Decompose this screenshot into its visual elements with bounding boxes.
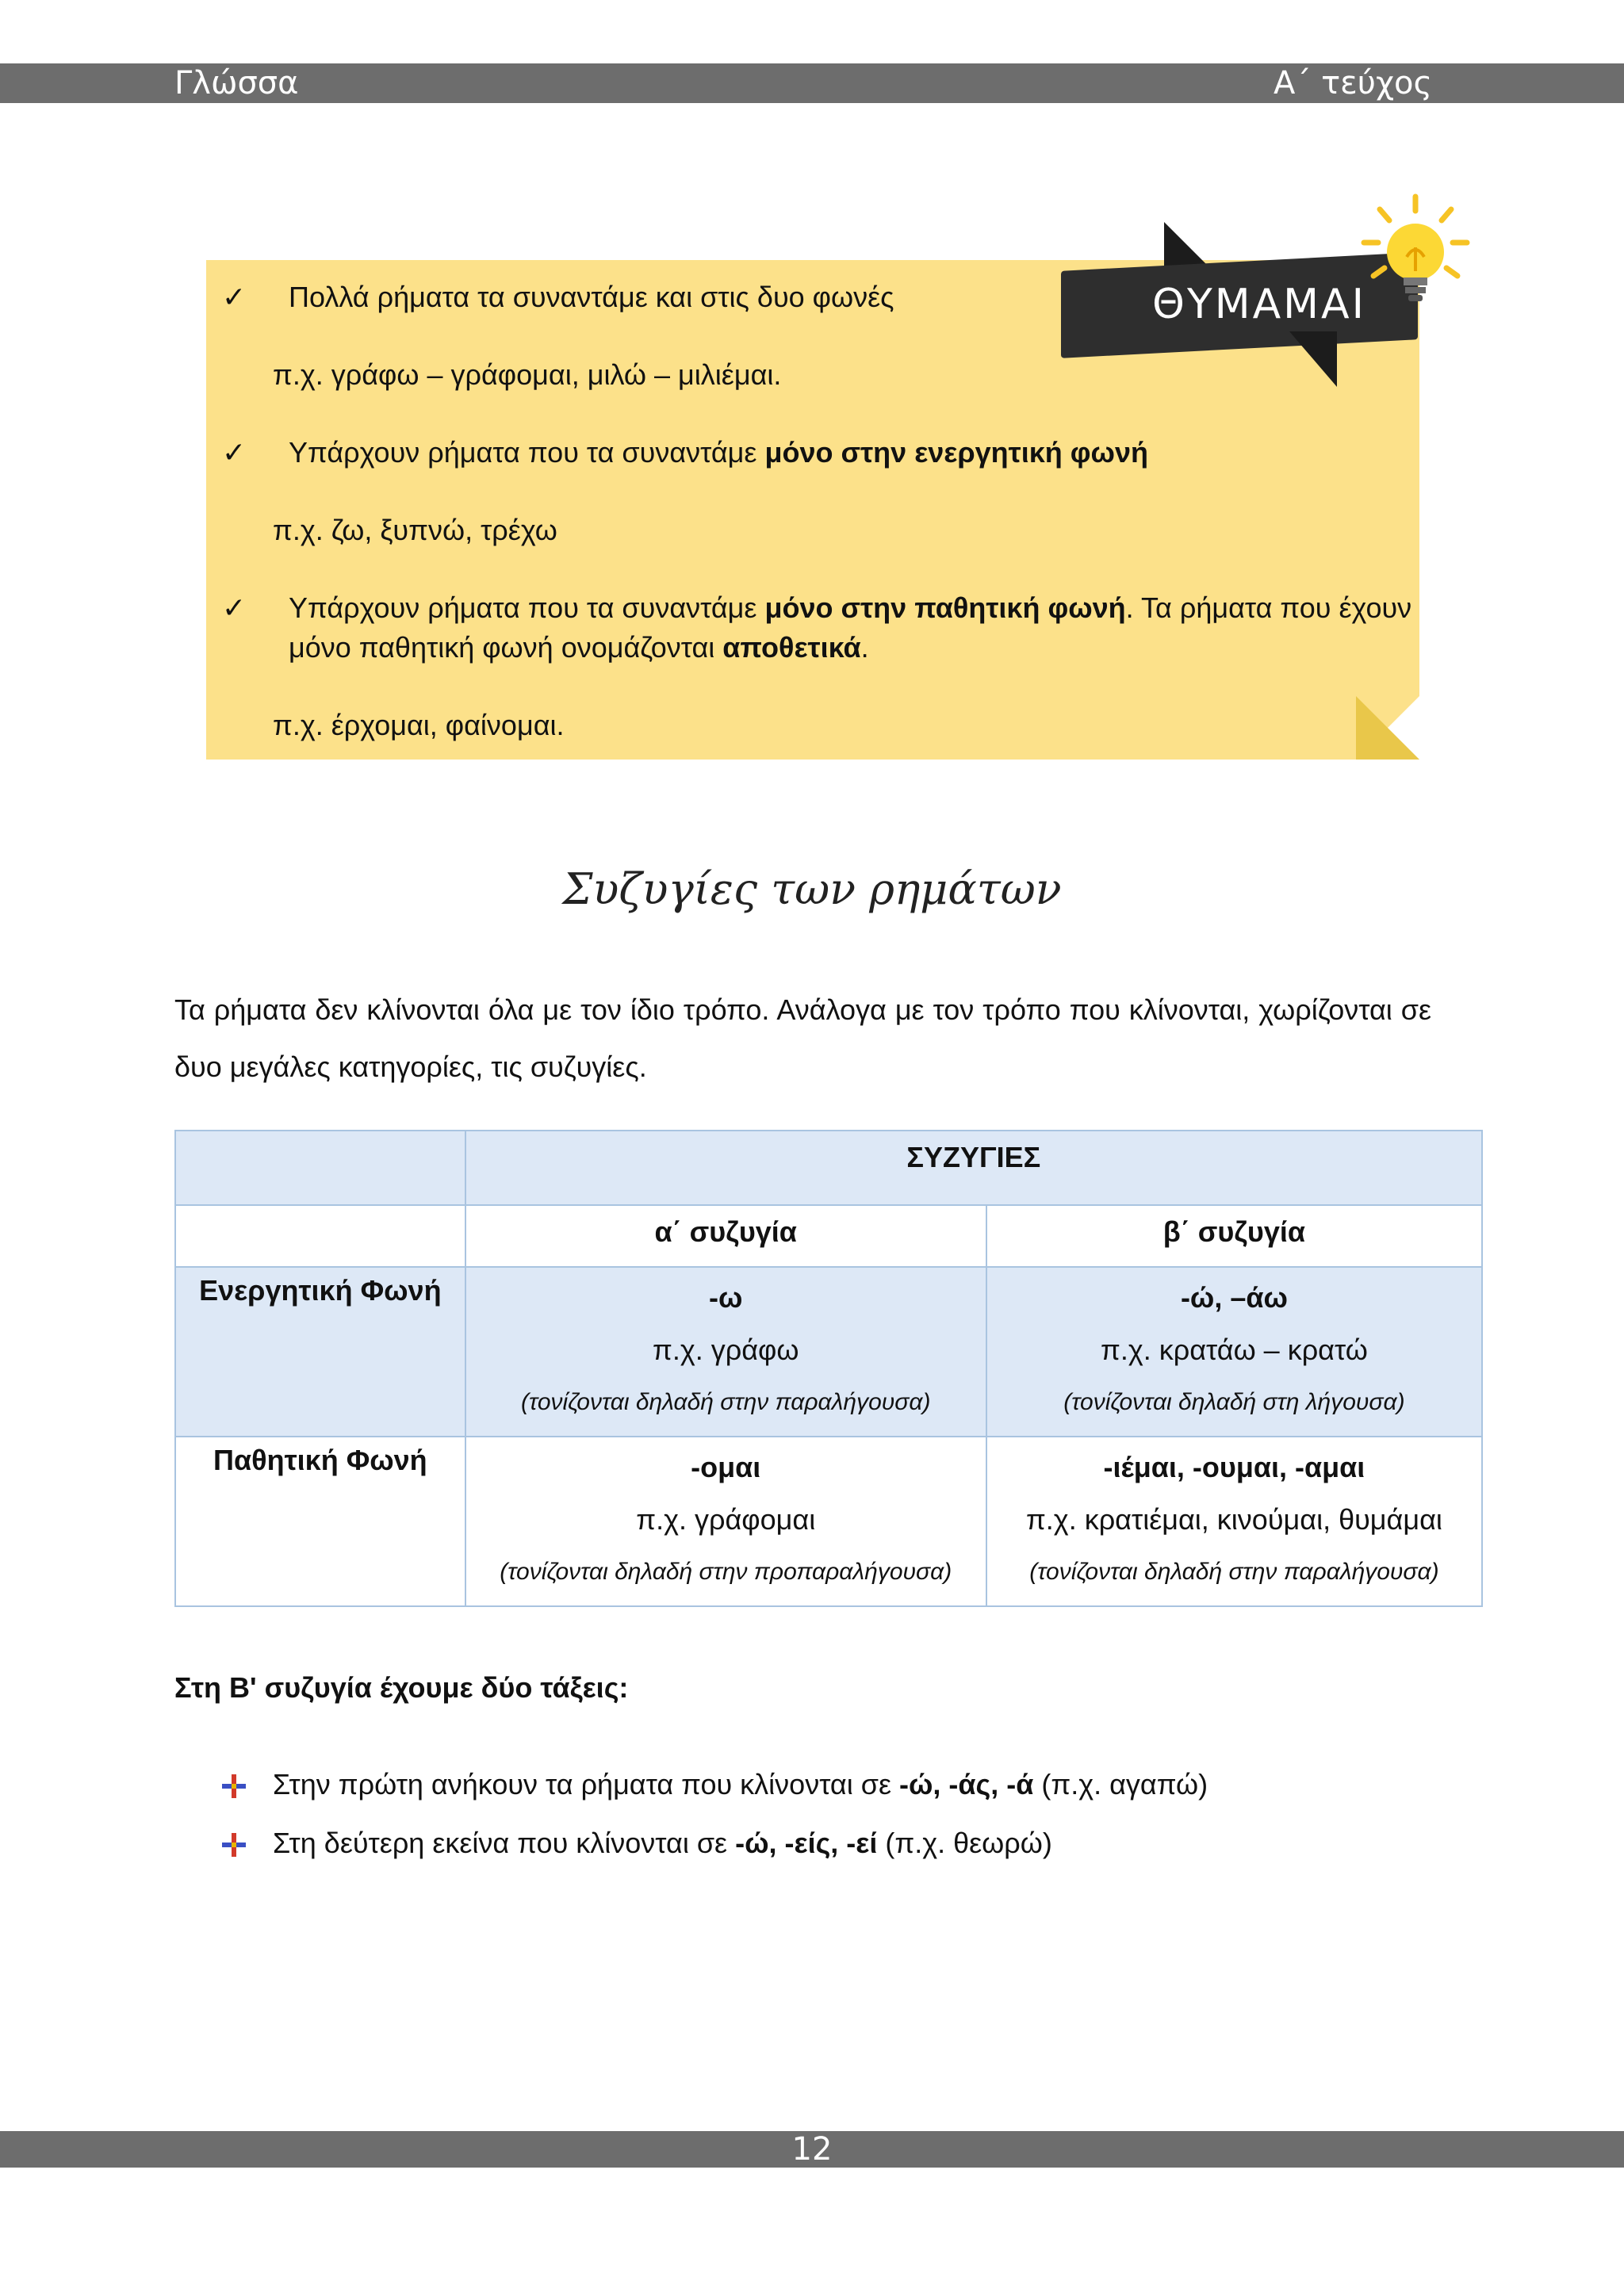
table-row (175, 1267, 1482, 1437)
issue-label: Α΄ τεύχος (1274, 65, 1432, 101)
table-cell: -ώ, –άω π.χ. κρατάω – κρατώ (τονίζονται δηλαδή στη λήγουσα) (986, 1267, 1482, 1437)
table-empty-cell (175, 1205, 465, 1267)
row-label: Παθητική Φωνή (175, 1437, 465, 1606)
table-cell: -ω π.χ. γράφω (τονίζονται δηλαδή στην παραλήγουσα) (465, 1267, 986, 1437)
table-corner (175, 1131, 465, 1205)
column-header: α΄ συζυγία (465, 1205, 986, 1267)
note-item-text: Πολλά ρήματα τα συναντάμε και στις δυο φωνές (289, 281, 894, 313)
bullet-icon (222, 1833, 246, 1857)
lightbulb-icon (1356, 190, 1475, 317)
intro-paragraph: Τα ρήματα δεν κλίνονται όλα με τον ίδιο τρόπο. Ανάλογα με τον τρόπο που κλίνονται, χωρίζονται σε δυο μεγάλες κατηγορίες, τις συζυγίες. (174, 993, 1431, 1083)
conjugations-table (174, 1130, 1483, 1607)
banner-label: ΘΥΜΑΜΑΙ (1152, 281, 1366, 328)
header-bar (0, 63, 1624, 103)
column-header: β΄ συζυγία (986, 1205, 1482, 1267)
note-item-text: Υπάρχουν ρήματα που τα συναντάμε μόνο στην παθητική φωνή. Τα ρήματα που έχουν μόνο παθητική φωνή ονομάζονται αποθετικά. (289, 591, 1412, 664)
table-row (175, 1437, 1482, 1606)
bullet-icon (222, 1774, 246, 1798)
note-example: π.χ. ζω, ξυπνώ, τρέχω (273, 514, 557, 546)
note-example: π.χ. έρχομαι, φαίνομαι. (273, 709, 565, 741)
checkmark-icon: ✓ (222, 281, 247, 313)
section-title: Συζυγίες των ρημάτων (562, 864, 1062, 914)
banner-tail (1289, 331, 1337, 387)
subject-title: Γλώσσα (174, 65, 299, 101)
note-example: π.χ. γράφω – γράφομαι, μιλώ – μιλιέμαι. (273, 358, 782, 391)
page-number: 12 (791, 2131, 833, 2168)
page-fold-shadow (1356, 696, 1419, 760)
table-header: ΣΥΖΥΓΙΕΣ (465, 1131, 1482, 1205)
table-cell: -ιέμαι, -ουμαι, -αμαι π.χ. κρατιέμαι, κινούμαι, θυμάμαι (τονίζονται δηλαδή στην παραλήγουσα) (986, 1437, 1482, 1606)
checkmark-icon: ✓ (222, 591, 247, 624)
table-cell: -ομαι π.χ. γράφομαι (τονίζονται δηλαδή στην προπαραλήγουσα) (465, 1437, 986, 1606)
subheading: Στη Β' συζυγία έχουμε δύο τάξεις: (174, 1671, 629, 1704)
checkmark-icon: ✓ (222, 436, 247, 469)
banner-tail (1164, 222, 1212, 270)
row-label: Ενεργητική Φωνή (175, 1267, 465, 1437)
note-item-text: Υπάρχουν ρήματα που τα συναντάμε μόνο στην ενεργητική φωνή (289, 436, 1148, 469)
footer-bar (0, 2131, 1624, 2168)
